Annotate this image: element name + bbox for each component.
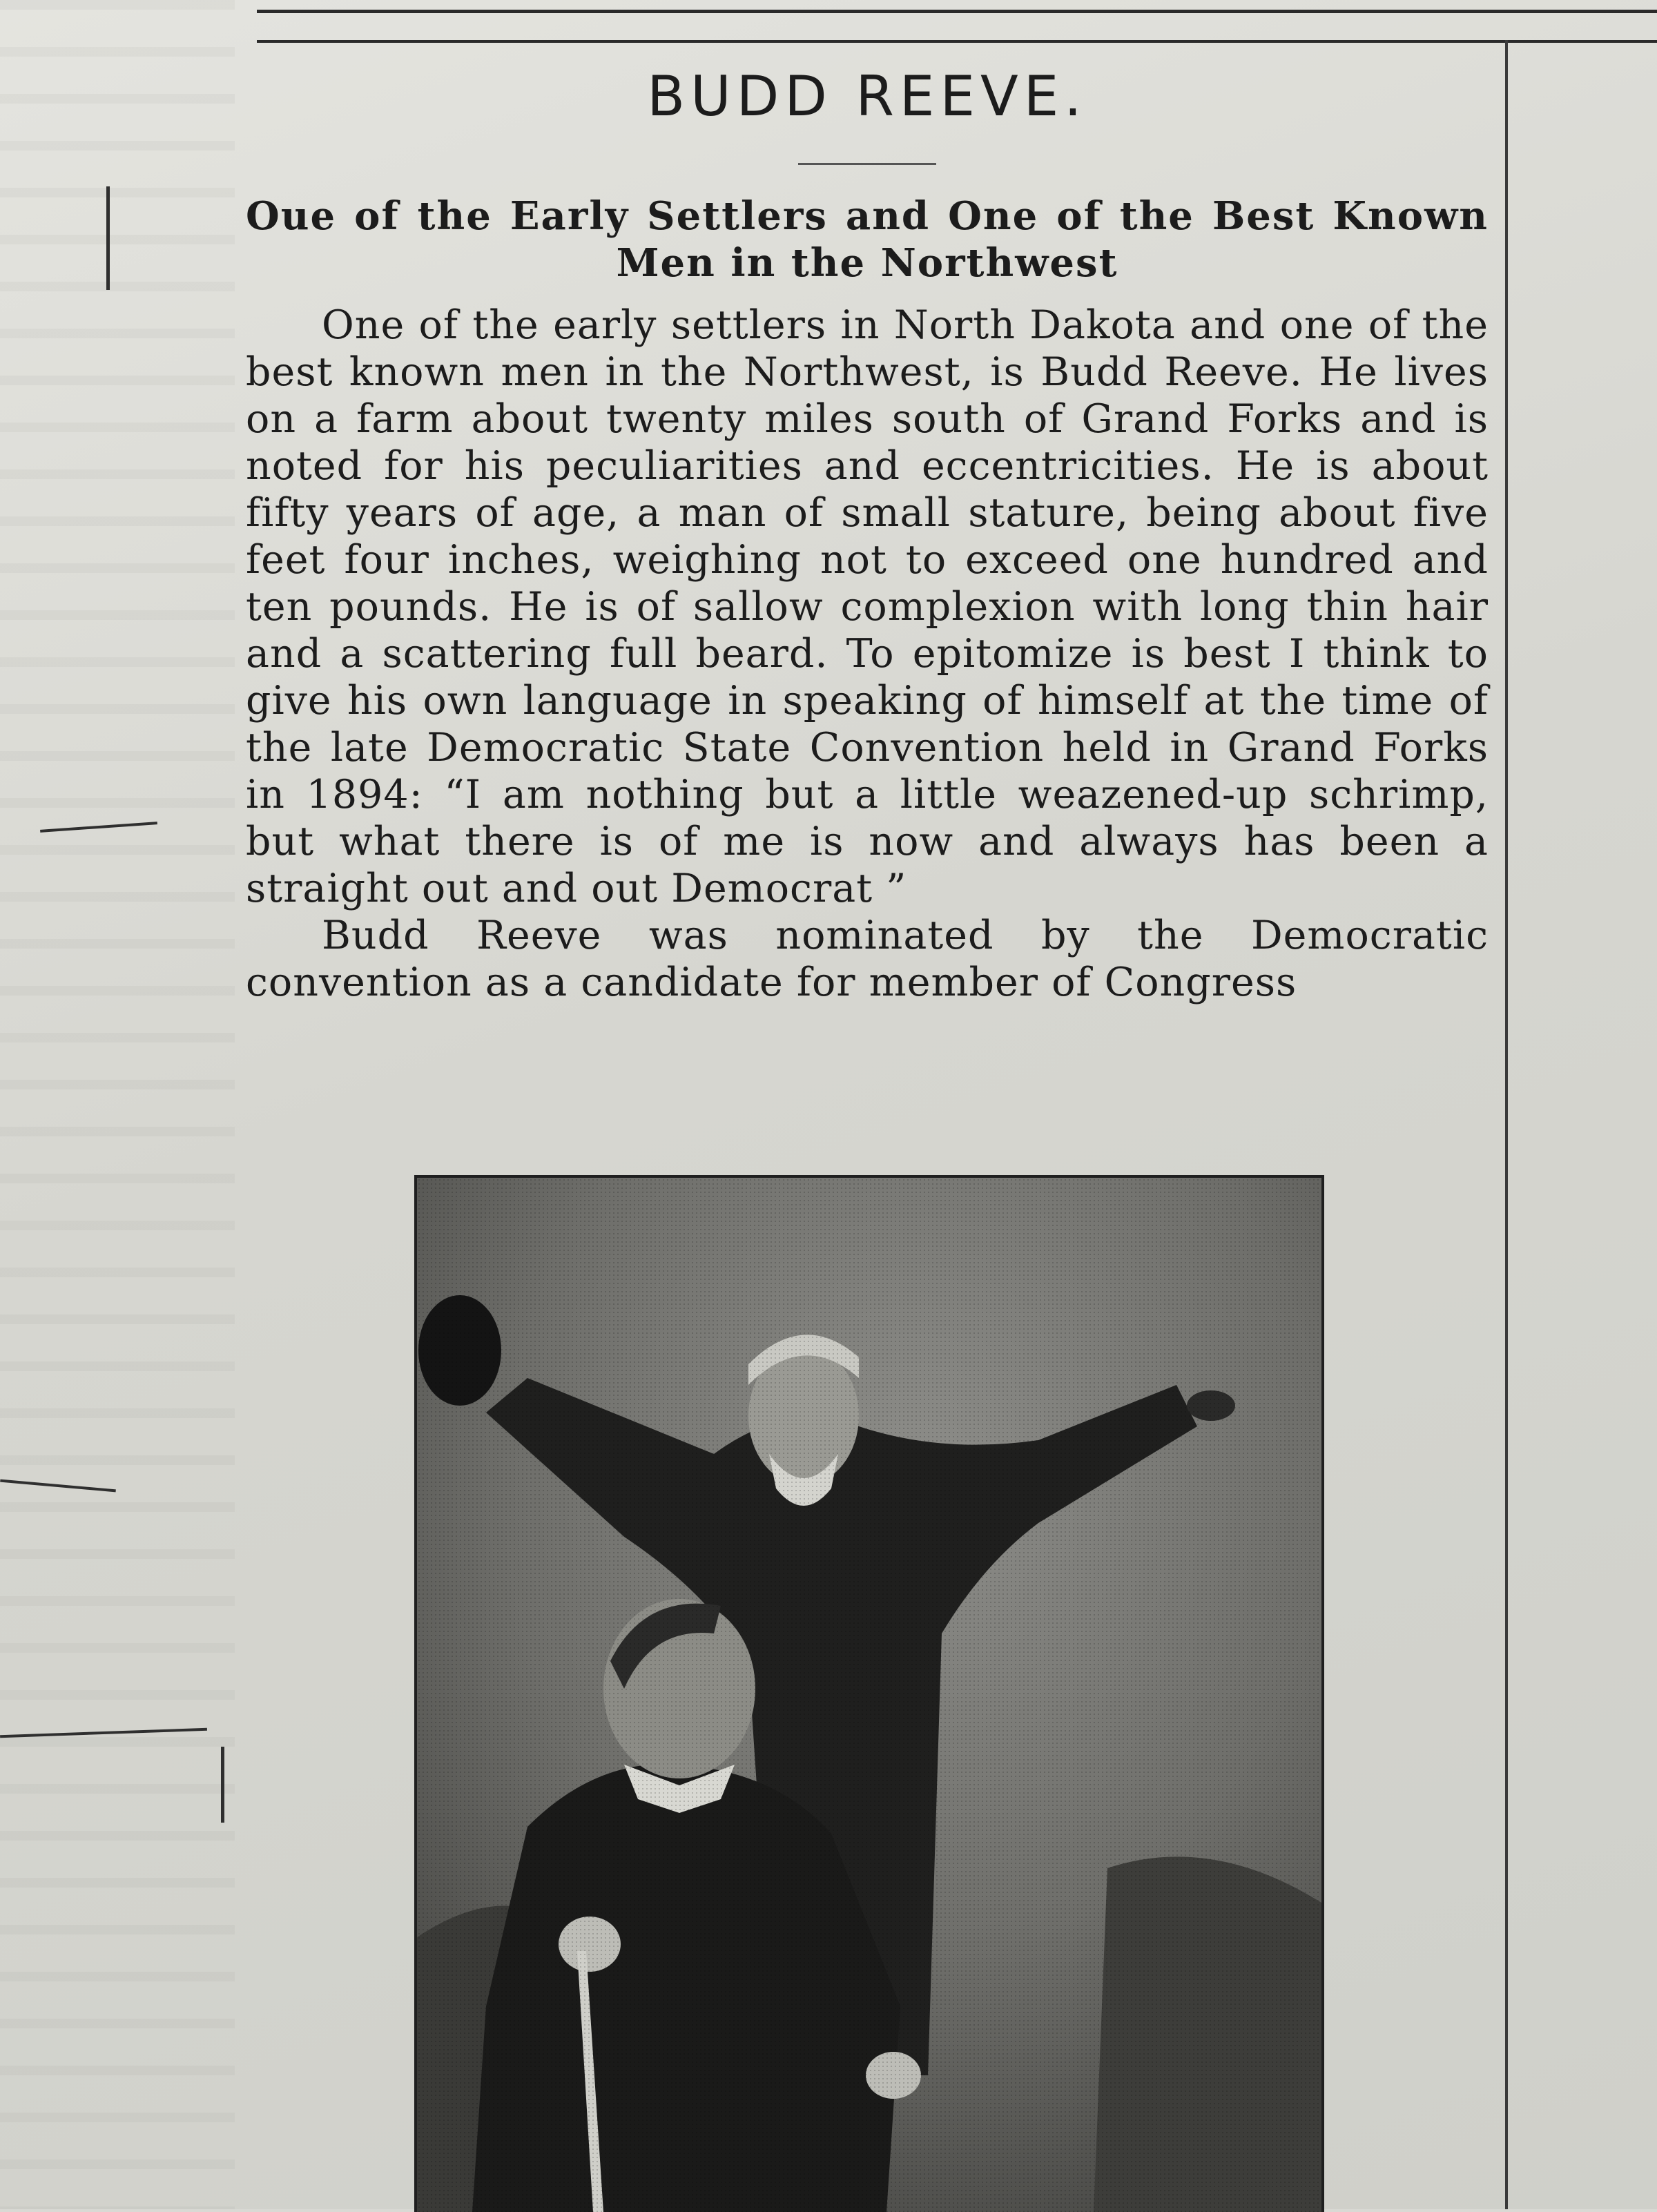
paragraph-1: One of the early settlers in North Dakota and one of the best known men in the Northwest, is Budd Reeve. He lives on a farm about twenty miles south of Grand Forks and is noted for his peculiarities and eccentricities. He is about fifty years of age, a man of small stature, being about five feet four inches, weighing not to exceed one hundred and ten pounds. He is of sallow complexion with long thin hair and a scattering full beard. To epitomize is best I think to give his own language in speaking of himself at the time of the late Democratic State Convention held in Grand Forks in 1894: “I am nothing but a little weazened-up schrimp, but what there is of me is now and always has been a straight out and out Democrat ” — [246, 302, 1489, 911]
subheading: Oue of the Early Settlers and One of the Best Known Men in the Northwest — [246, 193, 1489, 286]
article-column — [246, 55, 1489, 1006]
photograph — [414, 1175, 1324, 2212]
headline-divider — [798, 163, 936, 165]
margin-mark — [106, 186, 110, 290]
headline: BUDD REEVE. — [647, 64, 1087, 128]
margin-mark — [221, 1747, 224, 1823]
halftone-photo-two-men-icon — [417, 1178, 1321, 2212]
top-rule — [257, 10, 1657, 13]
column-top-rule — [257, 40, 1657, 43]
column-right-rule — [1505, 40, 1508, 2209]
adjacent-column-ghost — [0, 0, 235, 2209]
paragraph-2: Budd Reeve was nominated by the Democratic convention as a candidate for member of Congress — [246, 913, 1489, 1005]
